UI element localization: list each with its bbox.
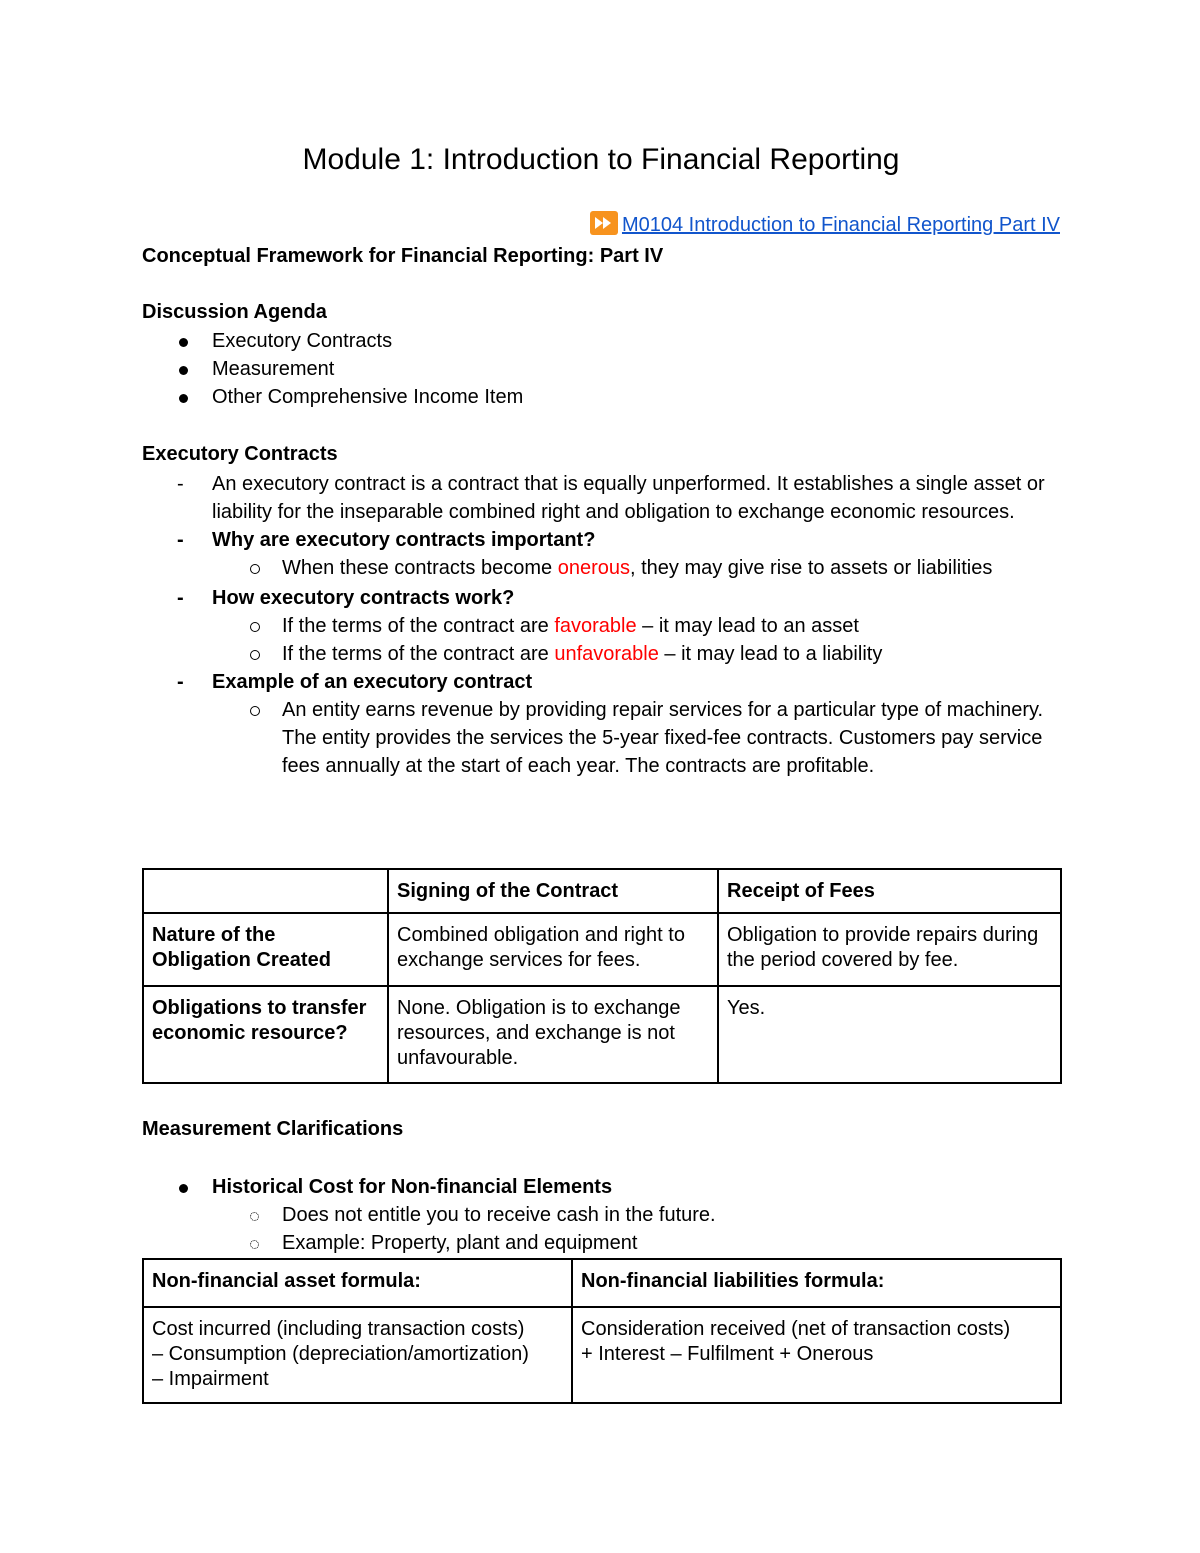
- measurement-list: [142, 1173, 1060, 1257]
- measurement-heading: Measurement Clarifications: [142, 1118, 404, 1140]
- how-item: - How executory contracts work?: [177, 587, 515, 609]
- list-item: Executory Contracts: [142, 327, 1060, 355]
- liability-formula-cell: Consideration received (net of transaction costs) + Interest – Fulfilment + Onerous: [572, 1307, 1061, 1403]
- table-header-cell: Non-financial asset formula:: [143, 1259, 572, 1307]
- how-subitem-unfavorable: If the terms of the contract are unfavorable – it may lead to a liability: [142, 640, 1060, 668]
- circle-bullet-icon: [250, 622, 260, 632]
- table-row-label: Nature of the Obligation Created: [143, 913, 388, 986]
- circle-bullet-icon: [250, 650, 260, 660]
- circle-bullet-icon: [250, 706, 260, 716]
- section-heading: Conceptual Framework for Financial Reporting: Part IV: [142, 245, 664, 267]
- table-cell: Yes.: [718, 986, 1061, 1083]
- example-item: - Example of an executory contract: [177, 671, 533, 693]
- executory-heading: Executory Contracts: [142, 443, 338, 465]
- table-cell: None. Obligation is to exchange resources, and exchange is not unfavourable.: [388, 986, 718, 1083]
- definition-item: - An executory contract is a contract that is equally unperformed. It establishes a single asset or liability for the inseparable combined right and obligation to exchange economic resources.: [177, 473, 1045, 523]
- agenda-list: [142, 327, 1060, 411]
- how-subitem-favorable: If the terms of the contract are favorable – it may lead to an asset: [142, 612, 1060, 640]
- dotted-circle-bullet-icon: [250, 1212, 259, 1221]
- list-subitem: Example: Property, plant and equipment: [142, 1229, 1060, 1257]
- table-header-row: [143, 869, 1061, 913]
- table-cell: Combined obligation and right to exchange services for fees.: [388, 913, 718, 986]
- formula-table: [142, 1258, 1062, 1404]
- why-item: - Why are executory contracts important?: [177, 529, 596, 551]
- table-header-cell: [143, 869, 388, 913]
- table-cell: Obligation to provide repairs during the period covered by fee.: [718, 913, 1061, 986]
- why-subitem: When these contracts become onerous, they may give rise to assets or liabilities: [142, 554, 1060, 582]
- table-header-row: [143, 1259, 1061, 1307]
- dotted-circle-bullet-icon: [250, 1240, 259, 1249]
- bullet-icon: [179, 366, 188, 375]
- contract-table: [142, 868, 1062, 1084]
- list-item: Historical Cost for Non-financial Elements: [142, 1173, 1060, 1201]
- video-link[interactable]: [590, 211, 1060, 239]
- asset-formula-cell: Cost incurred (including transaction costs) – Consumption (depreciation/amortization) – Impairment: [143, 1307, 572, 1403]
- list-item: Measurement: [142, 355, 1060, 383]
- table-header-cell: Receipt of Fees: [718, 869, 1061, 913]
- table-row: [143, 1307, 1061, 1403]
- bullet-icon: [179, 1184, 188, 1193]
- table-row: [143, 986, 1061, 1083]
- bullet-icon: [179, 394, 188, 403]
- table-row: [143, 913, 1061, 986]
- agenda-heading: Discussion Agenda: [142, 301, 327, 323]
- table-header-cell: Non-financial liabilities formula:: [572, 1259, 1061, 1307]
- table-header-cell: Signing of the Contract: [388, 869, 718, 913]
- executory-list: [142, 470, 1060, 780]
- bullet-icon: [179, 338, 188, 347]
- example-subitem: An entity earns revenue by providing repair services for a particular type of machinery. The entity provides the services the 5-year fixed-fee contracts. Customers pay service fees annually at the start of each year. The contracts are profitable.: [142, 696, 1060, 780]
- list-subitem: Does not entitle you to receive cash in the future.: [142, 1201, 1060, 1229]
- video-link-text[interactable]: M0104 Introduction to Financial Reporting Part IV: [621, 214, 1060, 236]
- fast-forward-icon: [590, 211, 618, 235]
- page-title: Module 1: Introduction to Financial Reporting: [302, 143, 900, 176]
- table-row-label: Obligations to transfer economic resource?: [143, 986, 388, 1083]
- list-item: Other Comprehensive Income Item: [142, 383, 1060, 411]
- circle-bullet-icon: [250, 564, 260, 574]
